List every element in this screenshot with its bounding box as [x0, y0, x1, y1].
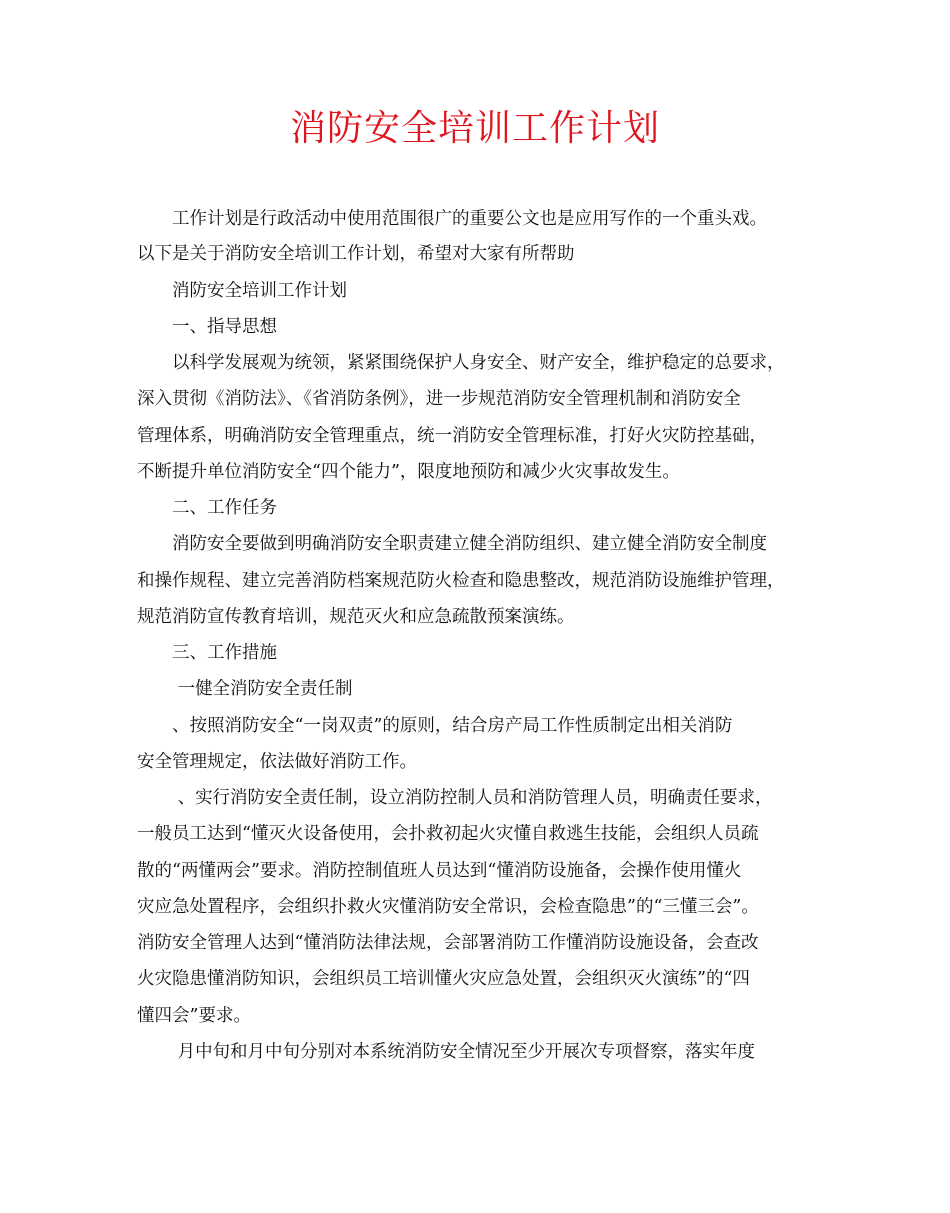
text-line: 以下是关于消防安全培训工作计划，希望对大家有所帮助	[137, 244, 575, 264]
text-line: 工作计划是行政活动中使用范围很广的重要公文也是应用写作的一个重头戏。	[137, 209, 767, 229]
text-line: 散的“两懂两会”要求。消防控制值班人员达到“懂消防设施备，会操作使用懂火	[137, 861, 742, 881]
text-line: 消防安全培训工作计划	[137, 281, 347, 301]
text-line: 和操作规程、建立完善消防档案规范防火检查和隐患整改，规范消防设施维护管理，	[137, 571, 785, 591]
text-line: 一般员工达到“懂灭火设备使用，会扑救初起火灾懂自救逃生技能，会组织人员疏	[137, 824, 759, 844]
text-line: 不断提升单位消防安全“四个能力”，限度地预防和减少火灾事故发生。	[137, 462, 680, 482]
text-line: 、实行消防安全责任制，设立消防控制人员和消防管理人员，明确责任要求，	[137, 788, 773, 808]
section-heading: 三、工作措施	[137, 643, 277, 663]
text-line: 、按照消防安全“一岗双责”的原则，结合房产局工作性质制定出相关消防	[137, 716, 733, 736]
subsection-heading: 一健全消防安全责任制	[137, 679, 353, 699]
text-line: 月中旬和月中旬分别对本系统消防安全情况至少开展次专项督察，落实年度	[137, 1042, 756, 1062]
text-line: 火灾隐患懂消防知识，会组织员工培训懂火灾应急处置，会组织灭火演练”的“四	[137, 969, 750, 989]
document-title: 消防安全培训工作计划	[289, 108, 660, 149]
section-heading: 二、工作任务	[137, 498, 277, 518]
text-line: 安全管理规定，依法做好消防工作。	[137, 752, 417, 772]
section-heading: 一、指导思想	[137, 317, 277, 337]
text-line: 消防安全管理人达到“懂消防法律法规，会部署消防工作懂消防设施设备，会查改	[137, 933, 759, 953]
text-line: 深入贯彻《消防法》、《省消防条例》，进一步规范消防安全管理机制和消防安全	[137, 389, 741, 409]
text-line: 管理体系，明确消防安全管理重点，统一消防安全管理标准，打好火灾防控基础，	[137, 426, 767, 446]
text-line: 以科学发展观为统领，紧紧围绕保护人身安全、财产安全，维护稳定的总要求，	[137, 353, 785, 373]
text-line: 消防安全要做到明确消防安全职责建立健全消防组织、建立健全消防安全制度	[137, 534, 767, 554]
text-line: 规范消防宣传教育培训，规范灭火和应急疏散预案演练。	[137, 607, 575, 627]
text-line: 灾应急处置程序，会组织扑救火灾懂消防安全常识，会检查隐患”的“三懂三会”。	[137, 897, 759, 917]
text-line: 懂四会”要求。	[137, 1006, 251, 1026]
